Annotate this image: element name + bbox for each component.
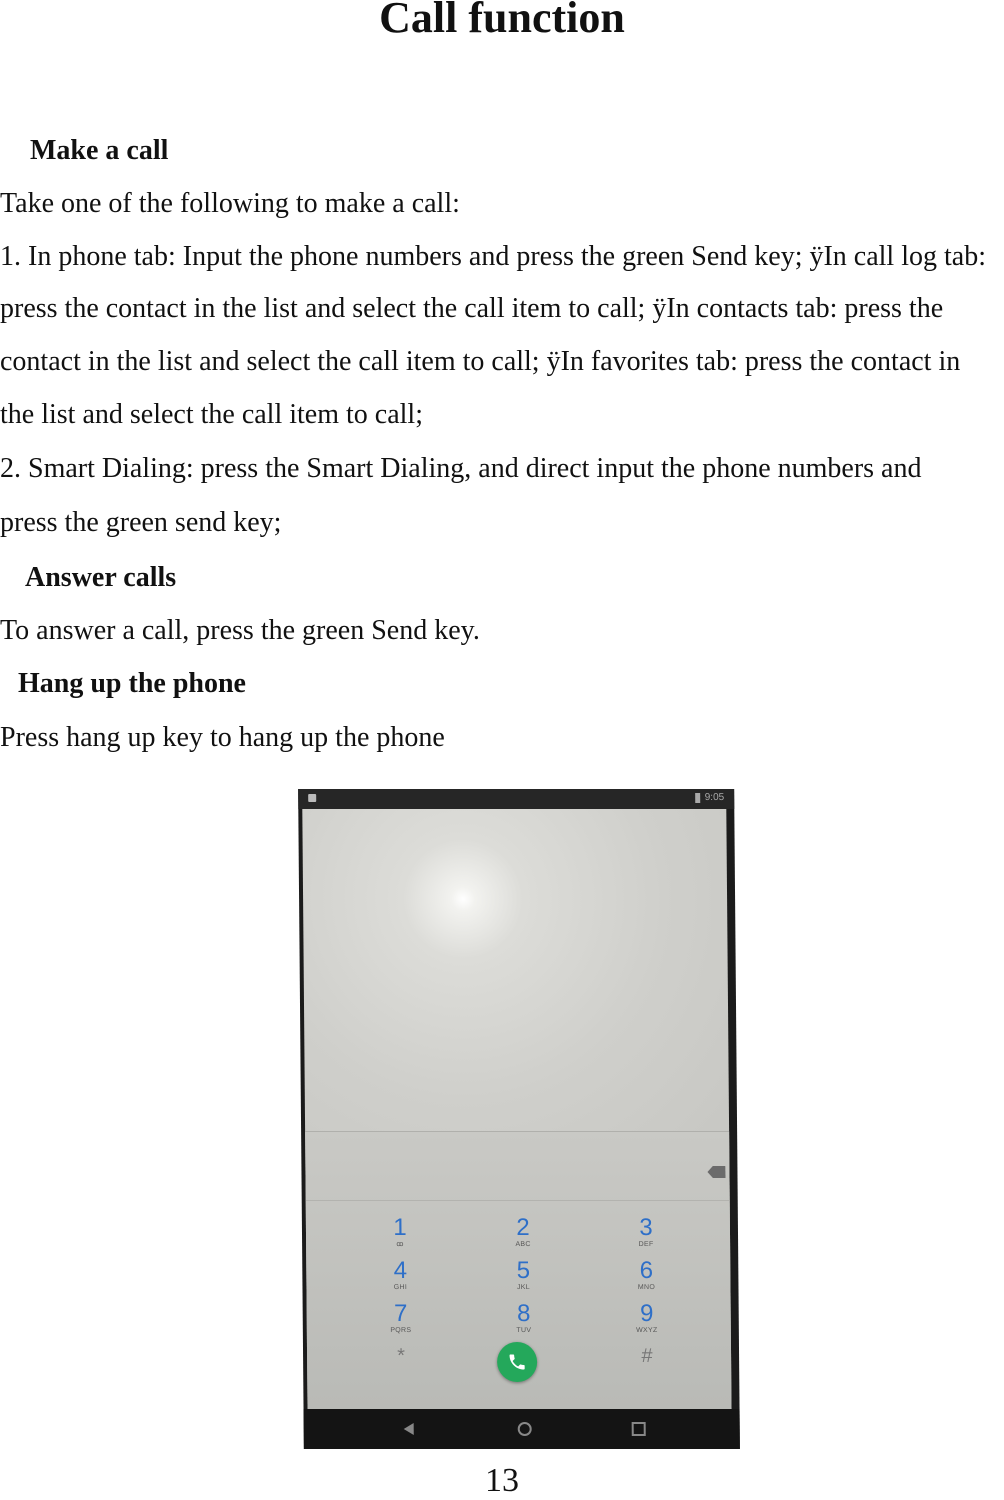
key-letters: ABC xyxy=(515,1241,531,1248)
key-digit: 5 xyxy=(516,1257,531,1284)
paragraph-line: press the contact in the list and select the call item to call; ÿIn contacts tab: press the xyxy=(0,293,944,324)
key-letters: DEF xyxy=(638,1241,654,1248)
key-9[interactable] xyxy=(617,1302,677,1335)
paragraph-line: contact in the list and select the call item to call; ÿIn favorites tab: press the contact in xyxy=(0,346,961,377)
key-4[interactable] xyxy=(370,1259,430,1292)
heading-answer-calls: Answer calls xyxy=(25,562,177,593)
key-1[interactable] xyxy=(370,1216,430,1249)
paragraph-line: press the green send key; xyxy=(0,507,282,538)
lock-icon xyxy=(308,794,316,802)
key-digit: 2 xyxy=(516,1214,530,1241)
divider xyxy=(306,1200,730,1201)
key-8[interactable] xyxy=(494,1302,554,1335)
paragraph-line: 1. In phone tab: Input the phone numbers and press the green Send key; ÿIn call log tab: xyxy=(0,241,986,272)
recents-icon[interactable] xyxy=(632,1422,646,1436)
key-digit: 3 xyxy=(639,1214,653,1241)
voicemail-icon: ꝏ xyxy=(396,1241,404,1248)
key-digit: 9 xyxy=(639,1300,654,1327)
back-icon[interactable] xyxy=(404,1423,414,1435)
key-letters: TUV xyxy=(516,1327,532,1334)
key-3[interactable] xyxy=(616,1216,676,1249)
key-digit: # xyxy=(641,1345,653,1367)
status-time: 9:05 xyxy=(704,792,725,803)
key-letters: PQRS xyxy=(390,1327,412,1334)
key-letters: JKL xyxy=(516,1284,530,1291)
battery-icon xyxy=(695,793,700,803)
key-2[interactable] xyxy=(493,1216,553,1249)
dialer-screen xyxy=(302,809,731,1409)
status-bar xyxy=(298,789,734,809)
page-number: 13 xyxy=(485,1462,519,1499)
key-digit: 4 xyxy=(393,1257,408,1284)
tablet-photo xyxy=(298,789,740,1449)
key-digit: 6 xyxy=(639,1257,654,1284)
key-7[interactable] xyxy=(371,1302,431,1335)
key-letters: MNO xyxy=(637,1284,656,1291)
key-letters: WXYZ xyxy=(636,1327,658,1334)
key-hash[interactable] xyxy=(617,1344,677,1368)
paragraph-line: To answer a call, press the green Send key. xyxy=(0,615,480,646)
page-title: Call function xyxy=(379,0,625,42)
phone-icon xyxy=(507,1352,527,1372)
backspace-icon[interactable] xyxy=(707,1166,725,1178)
home-icon[interactable] xyxy=(518,1422,532,1436)
paragraph-line: Press hang up key to hang up the phone xyxy=(0,722,445,753)
key-digit: 8 xyxy=(516,1300,531,1327)
key-5[interactable] xyxy=(493,1259,553,1292)
paragraph-line: 2. Smart Dialing: press the Smart Dialing, and direct input the phone numbers and xyxy=(0,453,922,484)
paragraph-line: Take one of the following to make a call: xyxy=(0,188,460,219)
key-star[interactable] xyxy=(371,1344,431,1368)
nav-bar xyxy=(304,1409,740,1449)
heading-hang-up: Hang up the phone xyxy=(18,668,246,699)
key-letters: GHI xyxy=(393,1284,408,1291)
call-button[interactable] xyxy=(497,1342,537,1382)
heading-make-a-call: Make a call xyxy=(30,135,169,166)
key-6[interactable] xyxy=(616,1259,676,1292)
key-digit: 7 xyxy=(393,1300,408,1327)
key-digit: 1 xyxy=(393,1214,407,1241)
key-digit: * xyxy=(397,1345,406,1367)
paragraph-line: the list and select the call item to call; xyxy=(0,399,423,430)
